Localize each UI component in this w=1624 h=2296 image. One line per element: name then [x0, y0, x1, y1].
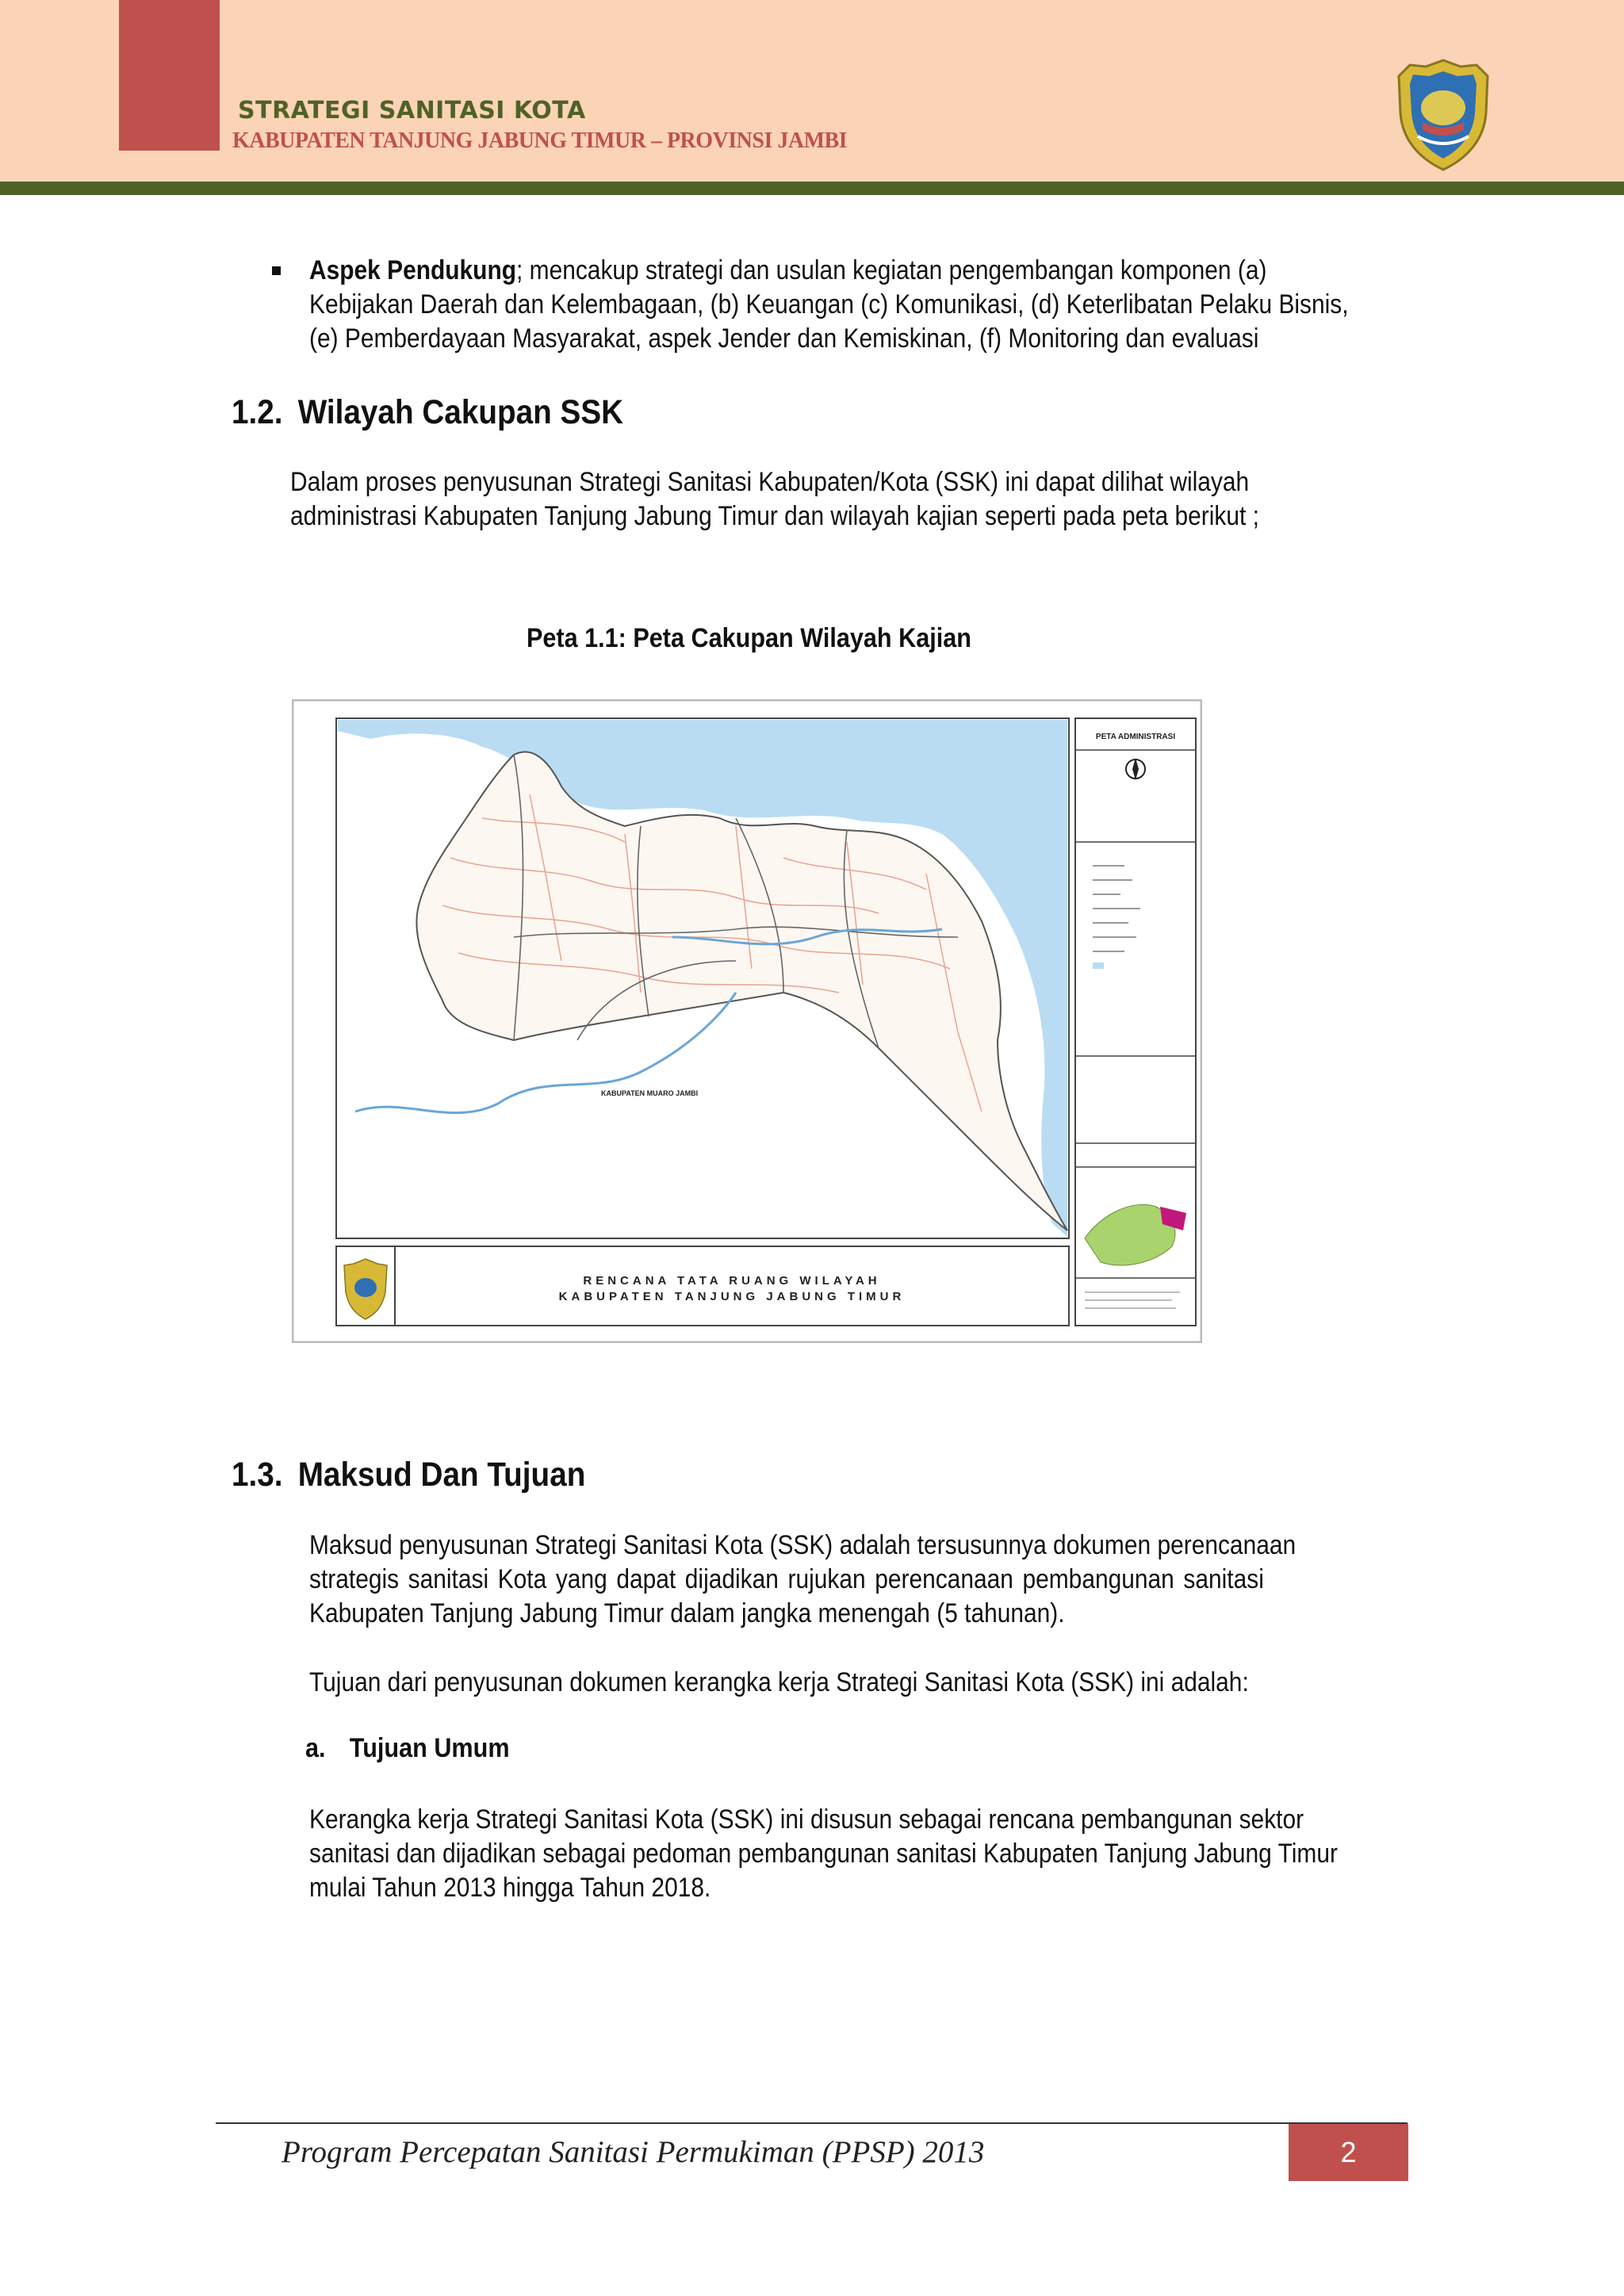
section-number: 1.2. [232, 393, 283, 431]
maksud-paragraph [309, 1529, 1297, 1631]
paragraph-line: Kerangka kerja Strategi Sanitasi Kota (SSK) ini disusun sebagai rencana pembangunan sektor [309, 1804, 1304, 1835]
map-title-line1: RENCANA TATA RUANG WILAYAH [583, 1274, 881, 1288]
sub-heading-title: Tujuan Umum [349, 1733, 510, 1763]
bullet-bold-term: Aspek Pendukung [309, 255, 517, 285]
page-number: 2 [1289, 2124, 1408, 2181]
header-title: STRATEGI SANITASI KOTA [238, 97, 586, 124]
tujuan-intro-paragraph [309, 1666, 1249, 1700]
map-title-line2: KABUPATEN TANJUNG JABUNG TIMUR [558, 1290, 906, 1303]
footer-program-title: Program Percepatan Sanitasi Permukiman (PPSP) 2013 [282, 2135, 985, 2169]
bullet-aspek-pendukung [309, 254, 1349, 356]
bullet-line-3: (e) Pemberdayaan Masyarakat, aspek Jender dan Kemiskinan, (f) Monitoring dan evaluasi [309, 323, 1259, 354]
header-accent-block [119, 0, 220, 151]
bullet-marker [272, 266, 281, 275]
section-heading-1-2 [232, 393, 623, 432]
bullet-line-1: Aspek Pendukung; mencakup strategi dan usulan kegiatan pengembangan komponen (a) [309, 255, 1267, 285]
paragraph-line: sanitasi dan dijadikan sebagai pedoman pembangunan sanitasi Kabupaten Tanjung Jabung Timur [309, 1839, 1338, 1869]
map-legend-title: PETA ADMINISTRASI [1095, 733, 1176, 741]
paragraph-line: Maksud penyusunan Strategi Sanitasi Kota (SSK) adalah tersusunnya dokumen perencanaan [309, 1530, 1297, 1560]
section-heading-1-3 [232, 1456, 585, 1494]
paragraph-line: mulai Tahun 2013 hingga Tahun 2018. [309, 1873, 711, 1903]
sub-heading-letter: a. [305, 1733, 326, 1763]
paragraph-line: administrasi Kabupaten Tanjung Jabung Timur dan wilayah kajian seperti pada peta berikut ; [290, 501, 1259, 531]
paragraph-line: Dalam proses penyusunan Strategi Sanitasi Kabupaten/Kota (SSK) ini dapat dilihat wilayah [290, 467, 1250, 497]
section-number: 1.3. [232, 1456, 283, 1494]
paragraph-line: strategis sanitasi Kota yang dapat dijadikan rujukan perencanaan pembangunan sanitasi [309, 1564, 1264, 1594]
regency-emblem-icon [1394, 57, 1492, 173]
header-rule [0, 182, 1624, 195]
header-band [0, 0, 1624, 182]
tujuan-umum-paragraph [309, 1803, 1338, 1905]
paragraph-line: Tujuan dari penyusunan dokumen kerangka kerja Strategi Sanitasi Kota (SSK) ini adalah: [309, 1667, 1249, 1697]
header-subtitle: KABUPATEN TANJUNG JABUNG TIMUR – PROVINSI JAMBI [232, 128, 848, 153]
section-title: Wilayah Cakupan SSK [297, 393, 624, 431]
footer-rule [216, 2122, 1408, 2124]
figure-caption: Peta 1.1: Peta Cakupan Wilayah Kajian [527, 623, 971, 653]
paragraph-line: Kabupaten Tanjung Jabung Timur dalam jangka menengah (5 tahunan). [309, 1598, 1065, 1628]
bullet-line-2: Kebijakan Daerah dan Kelembagaan, (b) Keuangan (c) Komunikasi, (d) Keterlibatan Pelaku Bisnis, [309, 289, 1349, 320]
section-1-2-paragraph [290, 465, 1259, 534]
administrative-map-image [292, 699, 1202, 1343]
sub-heading-tujuan-umum [305, 1733, 510, 1764]
map-neighbor-label: KABUPATEN MUARO JAMBI [601, 1089, 699, 1097]
section-title: Maksud Dan Tujuan [297, 1456, 586, 1494]
